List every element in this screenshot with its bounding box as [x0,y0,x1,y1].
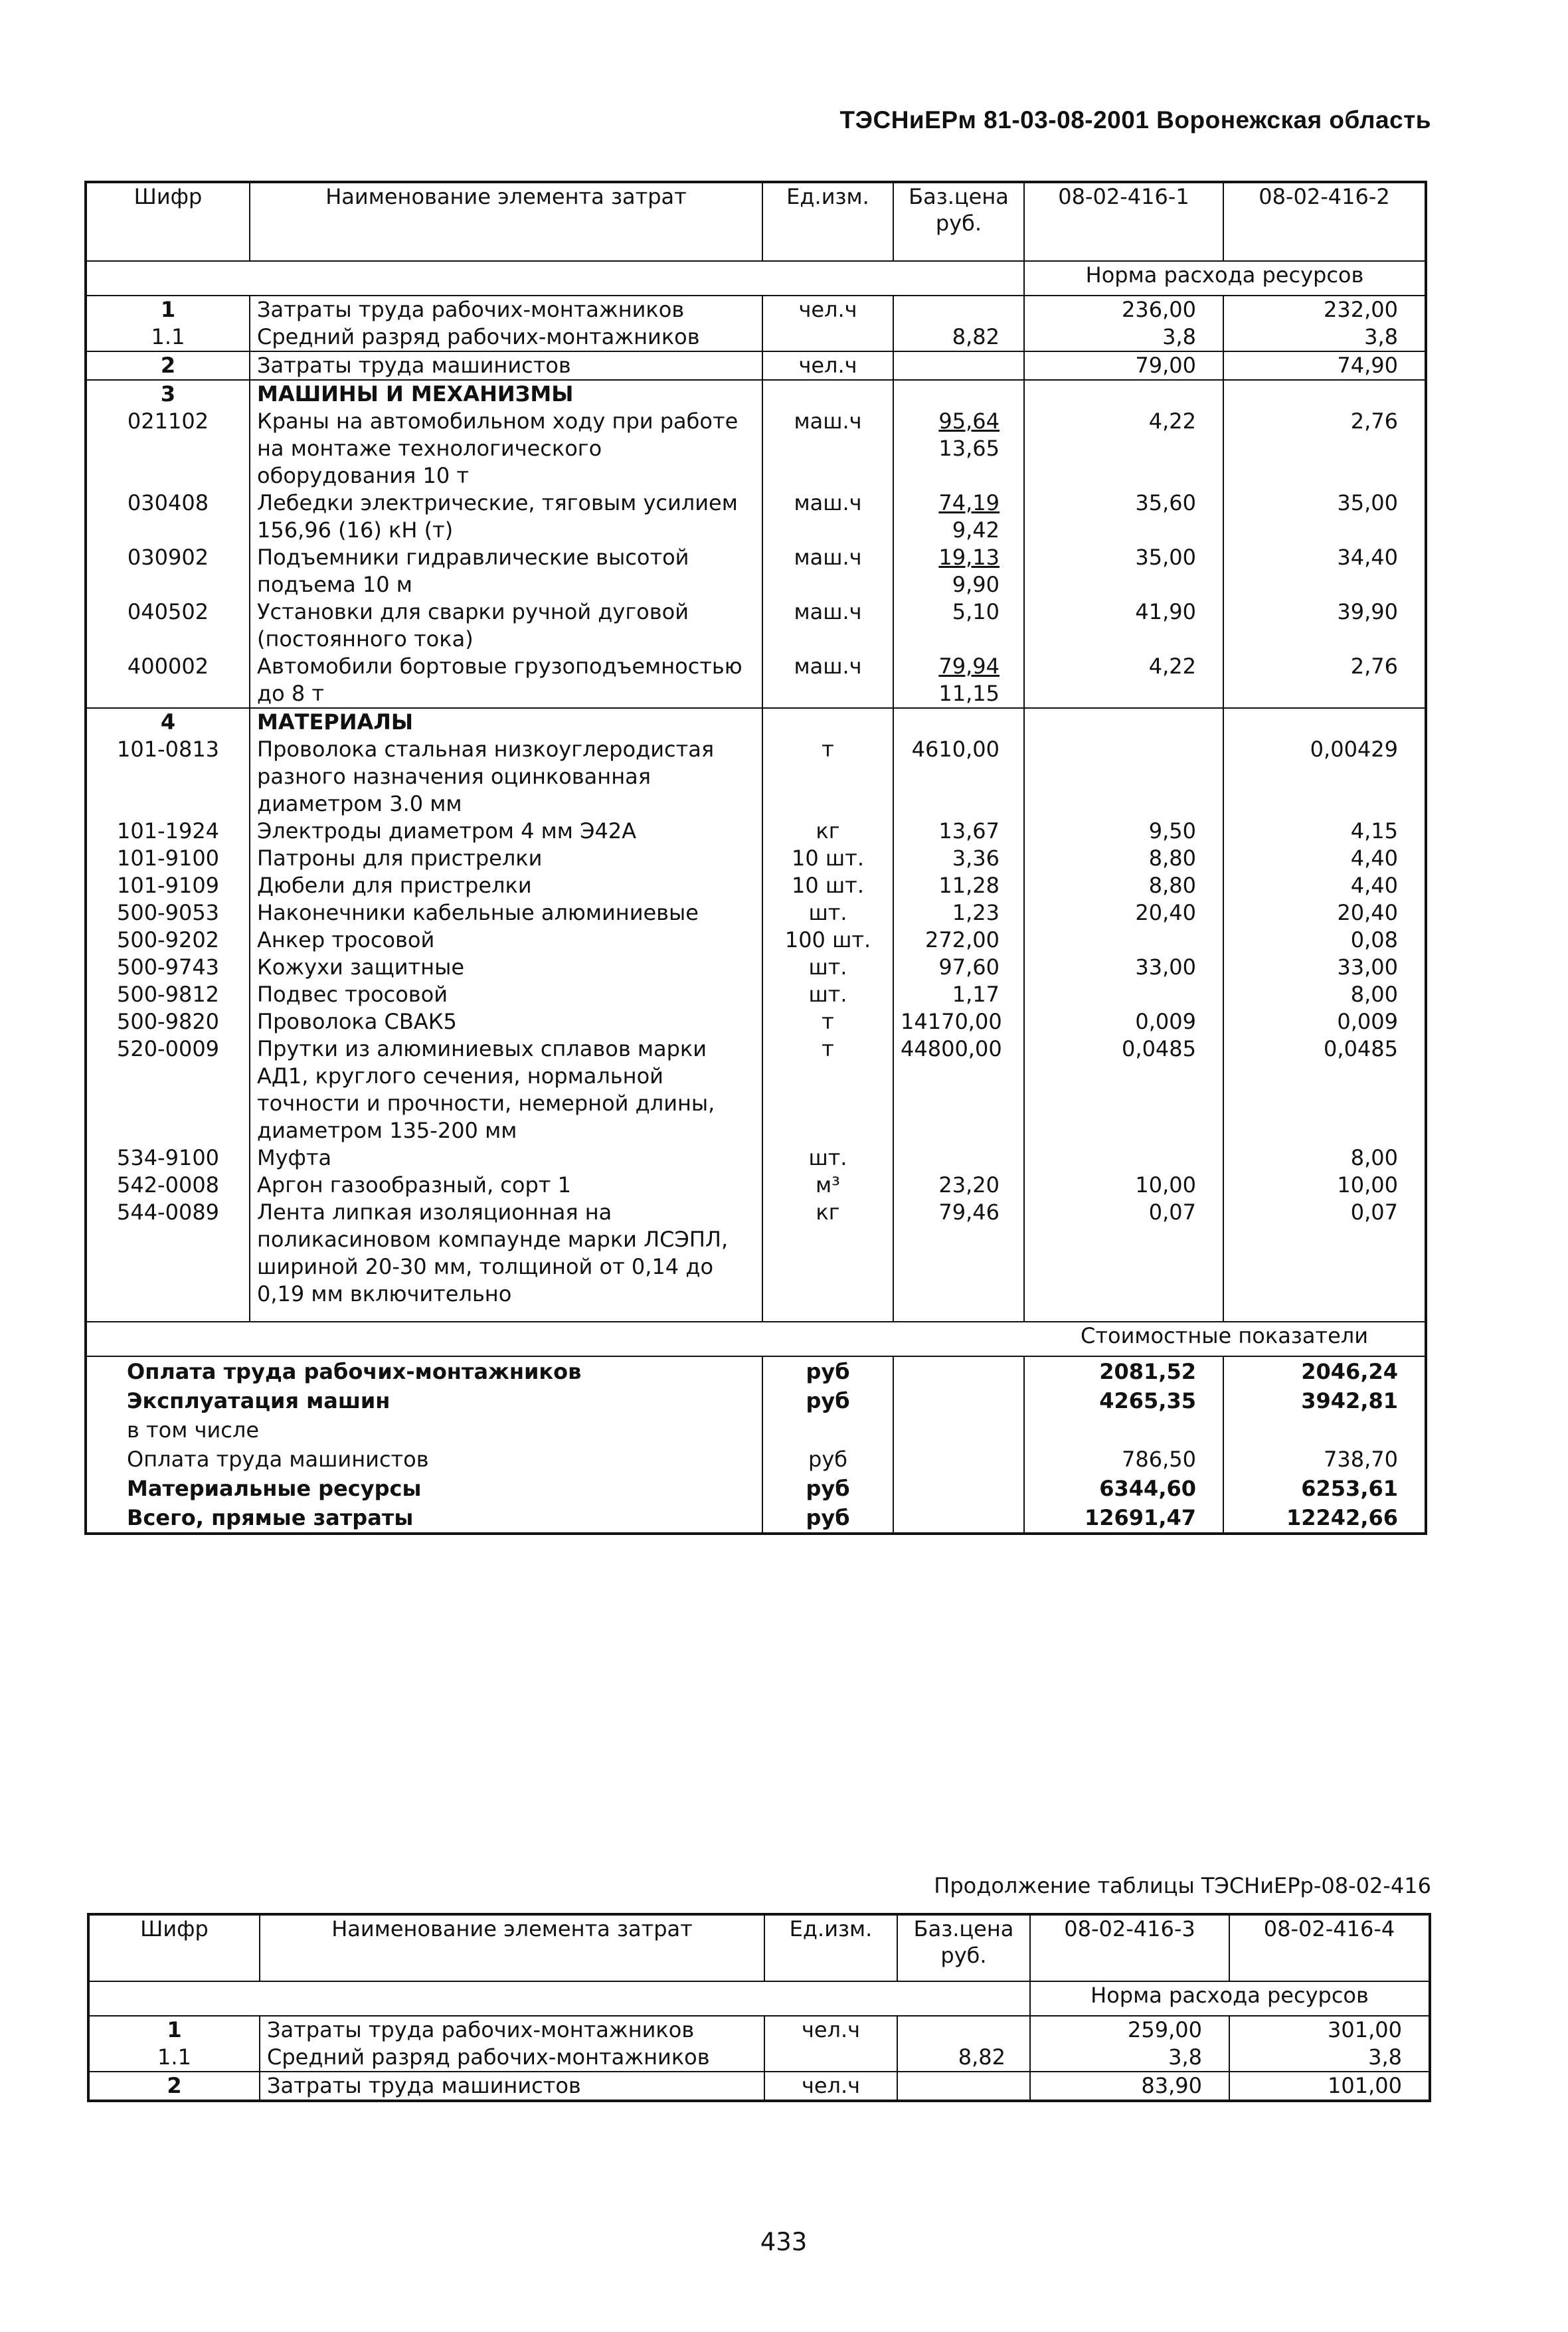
row-value-2: 8,00 [1350,982,1398,1007]
row-value-1 [1024,981,1223,1008]
section-row [86,380,1426,408]
row-price [893,653,1024,708]
row-value-2: 0,08 [1350,927,1398,952]
row-value-2: 2,76 [1350,408,1398,434]
row-code: 544-0089 [86,1199,250,1308]
row-code: 1.1 [86,323,250,351]
cost-value-1: 786,50 [1024,1445,1223,1474]
row-unit: шт. [762,899,893,927]
cost-name: Материальные ресурсы [86,1474,762,1503]
resource-table [84,181,1427,1535]
row-value-1: 3,8 [1024,323,1223,351]
row-unit: чел.ч [762,351,893,380]
table-header [86,182,1426,296]
row-code: 021102 [86,408,250,490]
section-title: МАШИНЫ И МЕХАНИЗМЫ [250,380,762,408]
row-unit: чел.ч [762,296,893,323]
cost-name: Эксплуатация машин [86,1386,762,1415]
row-name: Анкер тросовой [250,927,762,954]
empty-cell [762,708,893,736]
col-name-header: Наименование элемента затрат [250,182,762,261]
row-name: Электроды диаметром 4 мм Э42А [250,818,762,845]
row-name: Автомобили бортовые грузоподъемностью до 8 т [250,653,762,708]
row-code: 1 [86,296,250,323]
cost-label: Стоимостные показатели [1081,1323,1368,1348]
row-value-1: 83,90 [1030,2072,1229,2101]
row-value-1 [1024,1144,1223,1172]
row-unit: маш.ч [762,653,893,708]
cost-value-2: 738,70 [1324,1447,1398,1472]
row-price [893,351,1024,380]
row-value-2: 0,07 [1350,1200,1398,1225]
continuation-table [87,1913,1431,2102]
row-code: 500-9820 [86,1008,250,1035]
empty-cell [893,1415,1024,1445]
cost-row [86,1445,1426,1474]
cost-row [86,1415,1426,1445]
row-code: 500-9053 [86,899,250,927]
row-unit: чел.ч [764,2016,897,2044]
row-price: 23,20 [893,1172,1024,1199]
row-value-1: 33,00 [1024,954,1223,981]
col-price-header: Баз.цена руб. [893,182,1024,261]
row-price [897,2072,1030,2101]
row-unit: шт. [762,1144,893,1172]
col-variant1-header: 08-02-416-1 [1024,182,1223,261]
row-code: 101-1924 [86,818,250,845]
row-unit: т [762,1035,893,1144]
row-value-2: 10,00 [1337,1172,1398,1198]
empty-cell [893,1503,1024,1534]
col-variant3-header: 08-02-416-3 [1030,1914,1229,1981]
row-unit: 10 шт. [762,845,893,872]
col-unit-header: Ед.изм. [762,182,893,261]
table-row [86,653,1426,708]
row-name: Затраты труда машинистов [260,2072,764,2101]
row-name: Средний разряд рабочих-монтажников [250,323,762,351]
section-code: 4 [86,708,250,736]
row-price [893,544,1024,598]
table-row [86,296,1426,323]
row-code: 2 [86,351,250,380]
price-secondary: 9,90 [952,572,1000,597]
row-code: 1 [88,2016,260,2044]
cost-unit: руб [762,1503,893,1534]
row-name: Подвес тросовой [250,981,762,1008]
row-price: 11,28 [893,872,1024,899]
row-value-1: 20,40 [1024,899,1223,927]
labor-section [86,296,1426,380]
row-unit: кг [762,1199,893,1308]
row-value-2: 20,40 [1337,900,1398,925]
empty-cell [893,1386,1024,1415]
row-code: 030408 [86,490,250,544]
row-price [893,296,1024,323]
row-code: 542-0008 [86,1172,250,1199]
empty-cell [893,380,1024,408]
row-value-2: 232,00 [1324,297,1398,322]
row-price: 8,82 [897,2044,1030,2072]
row-value-1: 35,60 [1024,490,1223,544]
row-unit: шт. [762,954,893,981]
row-name: Прутки из алюминиевых сплавов марки АД1, круглого сечения, нормальной точности и прочности, немерной длины, диаметром 135-200 мм [250,1035,762,1144]
table-row [86,954,1426,981]
row-value-2: 4,40 [1350,846,1398,871]
row-value-2: 0,0485 [1324,1036,1398,1061]
cost-rows [86,1356,1426,1534]
empty-cell [1024,380,1223,408]
row-code: 500-9812 [86,981,250,1008]
cost-row [86,1503,1426,1534]
cost-row [86,1356,1426,1386]
cost-value-1 [1024,1415,1223,1445]
table-row [86,818,1426,845]
row-price: 1,23 [893,899,1024,927]
row-price: 8,82 [893,323,1024,351]
machines-section [86,380,1426,708]
table-row [86,981,1426,1008]
cost-value-1: 12691,47 [1024,1503,1223,1534]
table-row [86,899,1426,927]
row-value-2: 34,40 [1337,545,1398,570]
row-code: 2 [88,2072,260,2101]
row-value-1: 9,50 [1024,818,1223,845]
row-name: Проволока СВАК5 [250,1008,762,1035]
cost-unit: руб [762,1386,893,1415]
row-name: Наконечники кабельные алюминиевые [250,899,762,927]
cost-value-1: 4265,35 [1024,1386,1223,1415]
empty-cell [1024,708,1223,736]
table-row [86,845,1426,872]
cost-value-2: 2046,24 [1301,1359,1398,1384]
cost-section [86,1322,1426,1356]
row-value-1: 8,80 [1024,845,1223,872]
row-value-2: 3,8 [1368,2044,1402,2070]
row-value-1 [1024,736,1223,818]
row-value-1: 4,22 [1024,408,1223,490]
col-code-header: Шифр [86,182,250,261]
table-row [86,351,1426,380]
row-name: Затраты труда рабочих-монтажников [260,2016,764,2044]
row-name: Дюбели для пристрелки [250,872,762,899]
continuation-rows [88,2016,1430,2101]
cost-value-1: 2081,52 [1024,1356,1223,1386]
row-code: 534-9100 [86,1144,250,1172]
row-value-1: 4,22 [1024,653,1223,708]
cost-row [86,1386,1426,1415]
table-row [86,1035,1426,1144]
section-code: 3 [86,380,250,408]
section-row [86,708,1426,736]
row-price: 272,00 [893,927,1024,954]
empty-cell [1223,708,1426,736]
row-value-1: 236,00 [1024,296,1223,323]
continuation-title: Продолжение таблицы ТЭСНиЕРр-08-02-416 [934,1873,1431,1898]
row-unit: 100 шт. [762,927,893,954]
row-price-value: 74,19 [938,490,1000,515]
row-price [893,490,1024,544]
row-unit [764,2044,897,2072]
row-value-2: 3,8 [1364,324,1398,349]
row-price [897,2016,1030,2044]
table-row [88,2072,1430,2101]
row-name: Краны на автомобильном ходу при работе на монтаже технологического оборудования 10 т [250,408,762,490]
cost-value-2 [1223,1415,1426,1445]
row-unit: т [762,1008,893,1035]
col-variant4-header: 08-02-416-4 [1229,1914,1430,1981]
row-value-2: 74,90 [1337,353,1398,378]
row-value-1 [1024,927,1223,954]
cost-name: Оплата труда машинистов [86,1445,762,1474]
row-price-value: 19,13 [938,545,1000,570]
row-value-2: 8,00 [1350,1145,1398,1170]
col-code-header: Шифр [88,1914,260,1981]
row-price: 14170,00 [893,1008,1024,1035]
spacer-row [86,1308,1426,1322]
row-name: Лента липкая изоляционная на поликасиновом компаунде марки ЛСЭПЛ, шириной 20-30 мм, толщиной от 0,14 до 0,19 мм включительно [250,1199,762,1308]
cost-value-2: 6253,61 [1301,1476,1398,1501]
norm-label: Норма расхода ресурсов [1024,261,1426,296]
norm-label: Норма расхода ресурсов [1030,1981,1430,2016]
col-variant2-header: 08-02-416-2 [1223,182,1426,261]
row-code: 500-9202 [86,927,250,954]
row-unit: шт. [762,981,893,1008]
cost-value-1: 6344,60 [1024,1474,1223,1503]
empty-cell [893,1356,1024,1386]
row-unit: маш.ч [762,408,893,490]
row-value-2: 0,00429 [1310,737,1398,762]
row-value-2: 4,40 [1350,873,1398,898]
cost-unit: руб [762,1445,893,1474]
row-unit: 10 шт. [762,872,893,899]
cost-name: Всего, прямые затраты [86,1503,762,1534]
col-name-header: Наименование элемента затрат [260,1914,764,1981]
empty-cell [762,380,893,408]
row-price [893,1144,1024,1172]
row-price: 97,60 [893,954,1024,981]
table-row [86,1144,1426,1172]
row-value-2: 35,00 [1337,490,1398,515]
table-row [88,2044,1430,2072]
row-value-2: 33,00 [1337,954,1398,980]
section-title: МАТЕРИАЛЫ [250,708,762,736]
row-code: 101-9109 [86,872,250,899]
row-code: 040502 [86,598,250,653]
row-value-1: 0,07 [1024,1199,1223,1308]
row-price-value: 79,94 [938,654,1000,679]
page-number: 433 [760,2228,808,2256]
materials-section [86,708,1426,1322]
empty-cell [893,1474,1024,1503]
row-price: 5,10 [893,598,1024,653]
row-name: Аргон газообразный, сорт 1 [250,1172,762,1199]
table-row [86,736,1426,818]
row-unit: маш.ч [762,598,893,653]
row-name: Проволока стальная низкоуглеродистая разного назначения оцинкованная диаметром 3.0 мм [250,736,762,818]
row-price: 44800,00 [893,1035,1024,1144]
row-unit: маш.ч [762,490,893,544]
empty-cell [893,1445,1024,1474]
row-value-1: 41,90 [1024,598,1223,653]
row-code: 101-9100 [86,845,250,872]
col-price-header: Баз.цена руб. [897,1914,1030,1981]
row-code: 400002 [86,653,250,708]
row-name: Муфта [250,1144,762,1172]
cost-value-2: 12242,66 [1286,1505,1398,1530]
price-secondary: 11,15 [938,681,1000,706]
row-name: Затраты труда машинистов [250,351,762,380]
row-name: Затраты труда рабочих-монтажников [250,296,762,323]
document-header: ТЭСНиЕРм 81-03-08-2001 Воронежская область [839,106,1431,134]
row-code: 520-0009 [86,1035,250,1144]
table-row [86,1199,1426,1308]
cost-unit: руб [762,1474,893,1503]
table-row [86,598,1426,653]
row-name: Установки для сварки ручной дуговой (постоянного тока) [250,598,762,653]
empty-cell [893,708,1024,736]
row-price [893,408,1024,490]
row-name: Кожухи защитные [250,954,762,981]
row-code: 030902 [86,544,250,598]
row-unit: т [762,736,893,818]
table-row [86,1008,1426,1035]
row-code: 500-9743 [86,954,250,981]
row-value-1: 0,0485 [1024,1035,1223,1144]
row-value-1: 3,8 [1030,2044,1229,2072]
empty-cell [1223,380,1426,408]
cost-name: в том числе [86,1415,762,1445]
row-value-2: 101,00 [1328,2073,1402,2098]
row-value-1: 8,80 [1024,872,1223,899]
row-value-1: 35,00 [1024,544,1223,598]
cost-value-2: 3942,81 [1301,1388,1398,1413]
cost-unit [762,1415,893,1445]
row-name: Средний разряд рабочих-монтажников [260,2044,764,2072]
row-price: 13,67 [893,818,1024,845]
row-name: Патроны для пристрелки [250,845,762,872]
row-price: 79,46 [893,1199,1024,1308]
price-secondary: 13,65 [938,436,1000,461]
row-value-1: 79,00 [1024,351,1223,380]
row-unit: м³ [762,1172,893,1199]
cost-unit: руб [762,1356,893,1386]
table-row [86,490,1426,544]
row-code: 1.1 [88,2044,260,2072]
row-value-2: 2,76 [1350,654,1398,679]
row-code: 101-0813 [86,736,250,818]
row-value-1: 0,009 [1024,1008,1223,1035]
table-row [86,872,1426,899]
table-row [88,2016,1430,2044]
row-price: 3,36 [893,845,1024,872]
row-name: Лебедки электрические, тяговым усилием 156,96 (16) кН (т) [250,490,762,544]
price-secondary: 9,42 [952,517,1000,543]
row-unit: кг [762,818,893,845]
row-value-2: 301,00 [1328,2017,1402,2042]
cost-row [86,1474,1426,1503]
row-value-1: 10,00 [1024,1172,1223,1199]
row-value-2: 0,009 [1337,1009,1398,1034]
table-row [86,408,1426,490]
row-unit [762,323,893,351]
table-row [86,1172,1426,1199]
row-price-value: 95,64 [938,408,1000,434]
col-unit-header: Ед.изм. [764,1914,897,1981]
row-value-2: 4,15 [1350,818,1398,844]
row-unit: чел.ч [764,2072,897,2101]
cost-name: Оплата труда рабочих-монтажников [86,1356,762,1386]
row-unit: маш.ч [762,544,893,598]
row-price: 4610,00 [893,736,1024,818]
row-value-2: 39,90 [1337,599,1398,624]
table-row [86,927,1426,954]
row-name: Подъемники гидравлические высотой подъема 10 м [250,544,762,598]
table-row [86,323,1426,351]
row-price: 1,17 [893,981,1024,1008]
row-value-1: 259,00 [1030,2016,1229,2044]
table-row [86,544,1426,598]
